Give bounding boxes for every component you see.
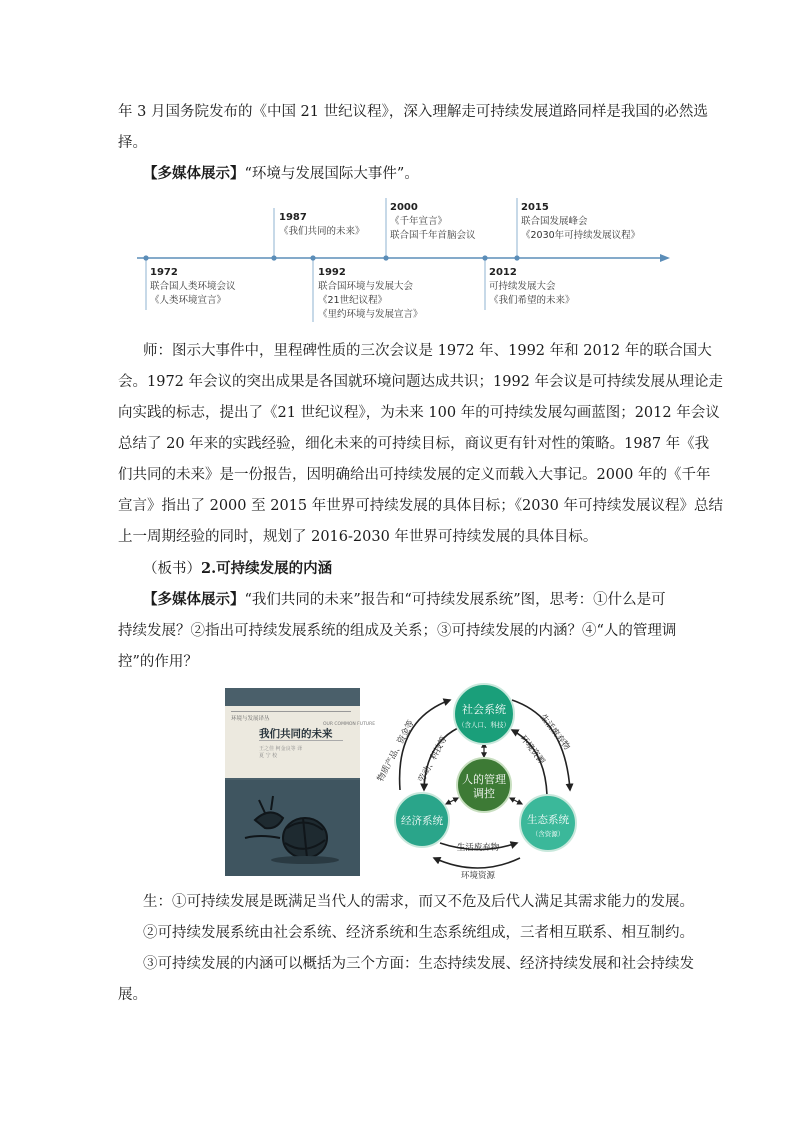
text-content: 总结了 20 年来的实践经验，细化未来的可持续目标，商议更有针对性的策略。1987 年《我 xyxy=(118,436,710,452)
arrow-center-eco xyxy=(510,798,522,804)
text-content: 师：图示大事件中，里程碑性质的三次会议是 1972 年、1992 年和 2012 年的联合国大 xyxy=(143,343,712,359)
cover-series: 环境与发展译丛 xyxy=(231,716,270,722)
label-econ-eco-inner: 生活废弃物 xyxy=(456,843,500,853)
label-social-eco-outer: 生活废弃物 xyxy=(537,712,572,753)
multimedia-tag: 【多媒体展示】 xyxy=(143,165,245,182)
event-line: 联合国发展峰会 xyxy=(521,216,588,227)
event-line: 《人类环境宣言》 xyxy=(150,295,227,306)
economic-system-title: 经济系统 xyxy=(401,815,443,827)
text-content: 择。 xyxy=(118,135,147,151)
event-year: 2015 xyxy=(521,202,549,213)
event-line: 《我们希望的未来》 xyxy=(489,295,575,306)
arrow-center-econ xyxy=(446,798,458,804)
event-line: 联合国人类环境会议 xyxy=(150,281,236,292)
arrow-eco-to-econ-outer xyxy=(434,858,520,868)
cover-translator-line: 王之佳 柯金良等 译 xyxy=(259,746,303,752)
label-econ-social-outer: 物质产品、资金等 xyxy=(375,718,417,784)
section-heading: 2.可持续发展的内涵 xyxy=(201,560,333,577)
event-year: 2000 xyxy=(390,202,418,213)
cover-translator-line: 夏 宁 校 xyxy=(259,753,278,759)
text-content: “环境与发展国际大事件”。 xyxy=(244,166,419,182)
center-title-line1: 人的管理 xyxy=(462,773,506,786)
center-title-line2: 调控 xyxy=(473,787,495,800)
multimedia-tag: 【多媒体展示】 xyxy=(143,591,245,608)
event-year: 1987 xyxy=(279,212,307,223)
text-content: 控”的作用？ xyxy=(118,654,198,670)
event-line: 联合国环境与发展大会 xyxy=(318,281,414,292)
text-content: 向实践的标志，提出了《21 世纪议程》，为未来 100 年的可持续发展勾画蓝图；2012 年会议 xyxy=(118,405,720,421)
event-year: 1992 xyxy=(318,267,346,278)
label-social-econ-inner: 劳动、科技等 xyxy=(416,734,450,785)
ecological-system-sub: （含资源） xyxy=(531,830,565,838)
event-line: 《2030年可持续发展议程》 xyxy=(521,230,641,241)
text-content: 会。1972 年会议的突出成果是各国就环境问题达成共识；1992 年会议是可持续发展从理论走 xyxy=(118,374,724,390)
event-line: 《21世纪议程》 xyxy=(318,295,388,306)
cover-en-title: OUR COMMON FUTURE xyxy=(323,722,376,727)
event-line: 可持续发展大会 xyxy=(489,281,556,292)
text-content: “我们共同的未来”报告和“可持续发展系统”图，思考：①什么是可 xyxy=(244,592,666,608)
text-content: 上一周期经验的同时，规划了 2016-2030 年世界可持续发展的具体目标。 xyxy=(118,529,598,545)
text-content: ③可持续发展的内涵可以概括为三个方面：生态持续发展、经济持续发展和社会持续发 xyxy=(143,956,694,972)
social-system-title: 社会系统 xyxy=(462,703,506,716)
cover-title: 我们共同的未来 xyxy=(259,728,333,740)
text-content: 宣言》指出了 2000 至 2015 年世界可持续发展的具体目标；《2030 年可持续发展议程》总结 xyxy=(118,498,723,514)
event-year: 2012 xyxy=(489,267,517,278)
text-content: ②可持续发展系统由社会系统、经济系统和生态系统组成，三者相互联系、相互制约。 xyxy=(143,925,694,941)
social-system-sub: （含人口、科技） xyxy=(458,721,510,729)
text-content: 展。 xyxy=(118,987,147,1003)
ecological-system-title: 生态系统 xyxy=(527,814,569,826)
text-content: 年 3 月国务院发布的《中国 21 世纪议程》，深入理解走可持续发展道路同样是我国的必然选 xyxy=(118,104,708,120)
text-content: 们共同的未来》是一份报告，因明确给出可持续发展的定义而载入大事记。2000 年的《千年 xyxy=(118,467,711,483)
event-year: 1972 xyxy=(150,267,178,278)
event-line: 联合国千年首脑会议 xyxy=(390,230,476,241)
event-line: 《千年宣言》 xyxy=(390,216,448,227)
event-line: 《里约环境与发展宣言》 xyxy=(318,309,423,320)
text-content: 持续发展？②指出可持续发展系统的组成及关系；③可持续发展的内涵？④“人的管理调 xyxy=(118,623,677,639)
event-line: 《我们共同的未来》 xyxy=(279,226,365,237)
label-social-eco-inner: 环境资源 xyxy=(517,733,547,767)
text-content: 生：①可持续发展是既满足当代人的需求，而又不危及后代人满足其需求能力的发展。 xyxy=(143,894,694,910)
blackboard-tag: （板书） xyxy=(143,561,201,577)
label-eco-econ-outer: 环境资源 xyxy=(460,871,496,881)
